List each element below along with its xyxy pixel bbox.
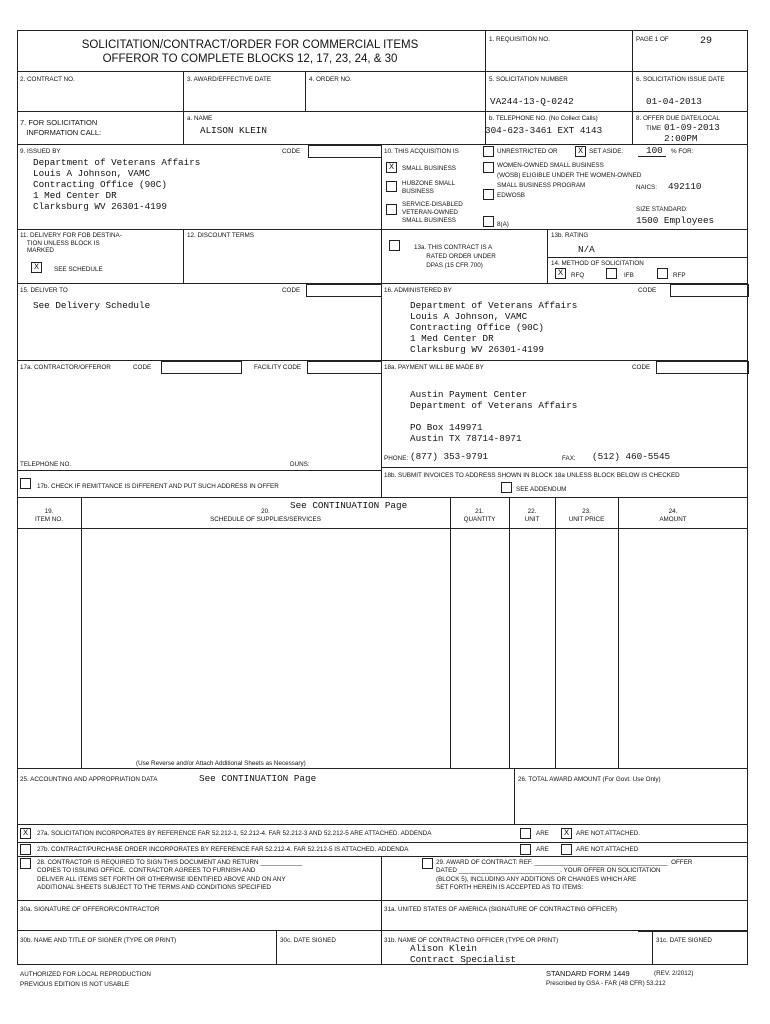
deliver-to-code-field[interactable] (306, 284, 382, 297)
size-standard-value: 1500 Employees (636, 215, 715, 226)
27b-are-label: ARE (536, 846, 549, 853)
administered-by-label: 16. ADMINISTERED BY (384, 287, 452, 294)
30b-label: 30b. NAME AND TITLE OF SIGNER (TYPE OR PRINT) (20, 937, 177, 944)
footer-left: AUTHORIZED FOR LOCAL REPRODUCTION PREVIOUS EDITION IS NOT USABLE (20, 971, 151, 988)
contractor-code-label: CODE (133, 364, 152, 371)
27a-text: 27a. SOLICITATION INCORPORATES BY REFERENCE FAR 52.212-1, 52.212-4. FAR 52.212-3 AND 52.212-5 ARE ATTACHED. ADDENDA (37, 830, 432, 837)
administered-by-code-label: CODE (638, 287, 657, 294)
rfp-label: RFP (673, 272, 686, 279)
offer-due-time: 2:00PM (664, 133, 698, 144)
set-aside-label: SET ASIDE: (589, 148, 624, 155)
rfp-checkbox[interactable] (657, 268, 668, 279)
payment-fax-label: FAX: (562, 455, 576, 462)
offer-due-date: 01-09-2013 (664, 122, 720, 133)
footer-prescribed: Prescribed by GSA - FAR (48 CFR) 53.212 (546, 980, 666, 987)
payment-address: Austin Payment Center Department of Veterans Affairs PO Box 149971 Austin TX 78714-8971 (410, 389, 578, 444)
order-no-label: 4. ORDER NO. (309, 76, 352, 83)
duns-label: DUNS: (290, 461, 310, 468)
offer-due-label: 8. OFFER DUE DATE/LOCAL (636, 115, 720, 122)
for-solicitation-label: 7. FOR SOLICITATION INFORMATION CALL: (20, 118, 102, 137)
small-business-label: SMALL BUSINESS (402, 165, 457, 172)
contact-phone: 304-623-3461 EXT 4143 (485, 125, 603, 136)
ifb-checkbox[interactable] (606, 268, 617, 279)
31c-label: 31c. DATE SIGNED (656, 937, 712, 944)
27b-not-checkbox[interactable] (561, 844, 572, 855)
col-unit: 22. UNIT (524, 508, 540, 523)
officer-name: Alison Klein (410, 943, 477, 954)
solicitation-no-label: 5. SOLICITATION NUMBER (489, 76, 568, 83)
issue-date: 01-04-2013 (646, 96, 702, 107)
31a-label: 31a. UNITED STATES OF AMERICA (SIGNATURE OF CONTRACTING OFFICER) (384, 906, 618, 913)
solicitation-no: VA244-13-Q-0242 (490, 96, 574, 107)
unrestricted-label: UNRESTRICTED OR (497, 148, 558, 155)
see-schedule-label: SEE SCHEDULE (54, 266, 103, 273)
8a-label: 8(A) (497, 221, 509, 228)
col-schedule: 20. SCHEDULE OF SUPPLIES/SERVICES (210, 508, 321, 523)
total-award-label: 26. TOTAL AWARD AMOUNT (For Govt. Use Only) (518, 776, 661, 783)
wosb-checkbox[interactable] (483, 162, 494, 173)
footer-rev: (REV. 2/2012) (654, 970, 694, 977)
col-unit-price: 23. UNIT PRICE (568, 508, 605, 523)
addendum-checkbox[interactable] (501, 482, 512, 493)
form-title-line2: OFFEROR TO COMPLETE BLOCKS 12, 17, 23, 24, & 30 (102, 53, 398, 65)
sdvosb-label: SERVICE-DISABLED VETERAN-OWNED SMALL BUSINESS (402, 201, 463, 224)
30c-label: 30c. DATE SIGNED (280, 937, 336, 944)
remittance-label: 17b. CHECK IF REMITTANCE IS DIFFERENT AND PUT SUCH ADDRESS IN OFFER (37, 483, 279, 490)
acquisition-label: 10. THIS ACQUISITION IS (384, 148, 459, 155)
30a-label: 30a. SIGNATURE OF OFFEROR/CONTRACTOR (20, 906, 160, 913)
remittance-checkbox[interactable] (20, 478, 31, 489)
contact-name-label: a. NAME (187, 115, 213, 122)
requisition-no-label: 1. REQUISITION NO. (489, 36, 550, 43)
col-quantity: 21. QUANTITY (463, 508, 496, 523)
issued-by-label: 9. ISSUED BY (20, 148, 61, 155)
accounting-label: 25. ACCOUNTING AND APPROPRIATION DATA (20, 776, 158, 783)
time-label: TIME (646, 125, 662, 132)
set-aside-checkbox[interactable]: X (575, 146, 586, 157)
27a-checkbox[interactable]: X (20, 828, 31, 839)
officer-title: Contract Specialist (410, 954, 517, 965)
hubzone-label: HUBZONE SMALL BUSINESS (402, 180, 456, 195)
rated-order-checkbox[interactable] (389, 240, 400, 251)
footer-form: STANDARD FORM 1449 (546, 969, 630, 978)
29-checkbox[interactable] (422, 858, 433, 869)
issue-date-label: 6. SOLICITATION ISSUE DATE (636, 76, 725, 83)
payment-code-label: CODE (632, 364, 651, 371)
27b-not-label: ARE NOT ATTACHED (576, 846, 639, 853)
set-aside-pct: 100 (646, 145, 663, 156)
payment-code-field[interactable] (656, 361, 749, 374)
discount-terms-label: 12. DISCOUNT TERMS (187, 232, 254, 239)
size-standard-label: SIZE STANDARD: (636, 206, 688, 213)
8a-checkbox[interactable] (483, 216, 494, 227)
addendum-label: SEE ADDENDUM (516, 486, 567, 493)
administered-by-address: Department of Veterans Affairs Louis A Johnson, VAMC Contracting Office (90C) 1 Med Center DR Clarksburg WV 26301-4199 (410, 300, 578, 355)
issued-by-code-label: CODE (282, 148, 301, 155)
page-total: 29 (700, 36, 713, 47)
payment-fax: (512) 460-5545 (592, 451, 671, 462)
28-checkbox[interactable] (20, 858, 31, 869)
naics-label: NAICS: (636, 184, 657, 191)
27b-checkbox[interactable] (20, 844, 31, 855)
rating-value: N/A (578, 244, 595, 255)
page-label: PAGE 1 OF (636, 36, 669, 43)
ifb-label: IFB (624, 272, 634, 279)
29-text: 29. AWARD OF CONTRACT: REF. ______________________________________ OFFER DATED _____________________________. YOUR OFFER ON SOLICITATION (BLOCK 5), INCLUDING ANY ADDITIONS OR CHANGES WHICH ARE SET FORTH HEREIN IS ACCEPTED AS TO ITEMS: (436, 859, 693, 892)
invoice-label: 18b. SUBMIT INVOICES TO ADDRESS SHOWN IN BLOCK 18a UNLESS BLOCK BELOW IS CHECKED (384, 472, 680, 479)
see-schedule-checkbox[interactable]: X (31, 262, 42, 273)
28-text: 28. CONTRACTOR IS REQUIRED TO SIGN THIS DOCUMENT AND RETURN ____________ COPIES TO ISSUING OFFICE. CONTRACTOR AGREES TO FURNISH AND DELIVER ALL ITEMS SET FORTH OR OTHERWISE IDENTIFIED ABOVE AND ON ANY ADDITIONAL SHEETS SUBJECT TO THE TERMS AND CONDITIONS SPECIFIED (37, 859, 303, 892)
27a-not-checkbox[interactable]: X (561, 828, 572, 839)
award-date-label: 3. AWARD/EFFECTIVE DATE (187, 76, 272, 83)
form-title (30, 38, 470, 66)
payment-phone-label: PHONE: (384, 455, 409, 462)
issued-by-code-field[interactable] (308, 145, 382, 158)
contact-name: ALISON KLEIN (200, 125, 267, 136)
27b-text: 27b. CONTRACT/PURCHASE ORDER INCORPORATES BY REFERENCE FAR 52.212-4. FAR 52.212-5 IS ATTACHED. ADDENDA (37, 846, 409, 853)
schedule-note: (Use Reverse and/or Attach Additional Sheets as Necessary) (136, 760, 306, 767)
administered-by-code-field[interactable] (670, 284, 749, 297)
issued-by-address: Department of Veterans Affairs Louis A Johnson, VAMC Contracting Office (90C) 1 Med Center DR Clarksburg WV 26301-4199 (33, 157, 201, 212)
edwosb-label: EDWOSB (497, 192, 525, 199)
27a-not-label: ARE NOT ATTACHED. (576, 830, 641, 837)
deliver-to-value: See Delivery Schedule (33, 300, 151, 311)
naics-value: 492110 (668, 181, 702, 192)
27a-are-label: ARE (536, 830, 549, 837)
sdvosb-checkbox[interactable] (386, 204, 397, 215)
wosb-label: WOMEN-OWNED SMALL BUSINESS (WOSB) ELIGIBLE UNDER THE WOMEN-OWNED SMALL BUSINESS PROGRAM (497, 162, 642, 189)
hubzone-checkbox[interactable] (386, 181, 397, 192)
facility-code-field[interactable] (307, 361, 382, 374)
fob-label: 11. DELIVERY FOR FOB DESTINA- TION UNLESS BLOCK IS MARKED (20, 232, 122, 254)
contractor-code-field[interactable] (161, 361, 242, 374)
phone-label: b. TELEPHONE NO. (No Collect Calls) (489, 115, 598, 122)
facility-code-label: FACILITY CODE (254, 364, 302, 371)
pct-for-label: % FOR: (671, 148, 694, 155)
rfq-checkbox[interactable]: X (555, 268, 566, 279)
payment-by-label: 18a. PAYMENT WILL BE MADE BY (384, 364, 484, 371)
small-business-checkbox[interactable]: X (386, 162, 397, 173)
deliver-to-code-label: CODE (282, 287, 301, 294)
27b-are-checkbox[interactable] (520, 844, 531, 855)
31b-label: 31b. NAME OF CONTRACTING OFFICER (TYPE OR PRINT) (384, 937, 559, 944)
col-item-no: 19. ITEM NO. (35, 508, 63, 523)
rated-order-label: 13a. THIS CONTRACT IS A RATED ORDER UNDER DPAS (15 CFR 700) (414, 244, 496, 269)
contractor-label: 17a. CONTRACTOR/OFFEROR (20, 364, 111, 371)
rfq-label: RFQ (571, 272, 585, 279)
col-amount: 24. AMOUNT (659, 508, 687, 523)
contract-no-label: 2. CONTRACT NO. (20, 76, 75, 83)
form-title-line1: SOLICITATION/CONTRACT/ORDER FOR COMMERCIAL ITEMS (81, 39, 419, 51)
unrestricted-checkbox[interactable] (483, 146, 494, 157)
rating-label: 13b. RATING (551, 232, 589, 239)
schedule-continuation: See CONTINUATION Page (290, 500, 408, 511)
method-label: 14. METHOD OF SOLICITATION (551, 260, 644, 267)
payment-phone: (877) 353-9791 (410, 451, 489, 462)
contractor-telephone-label: TELEPHONE NO. (20, 461, 72, 468)
27a-are-checkbox[interactable] (520, 828, 531, 839)
accounting-value: See CONTINUATION Page (199, 773, 317, 784)
deliver-to-label: 15. DELIVER TO (20, 287, 68, 294)
edwosb-checkbox[interactable] (483, 189, 494, 200)
